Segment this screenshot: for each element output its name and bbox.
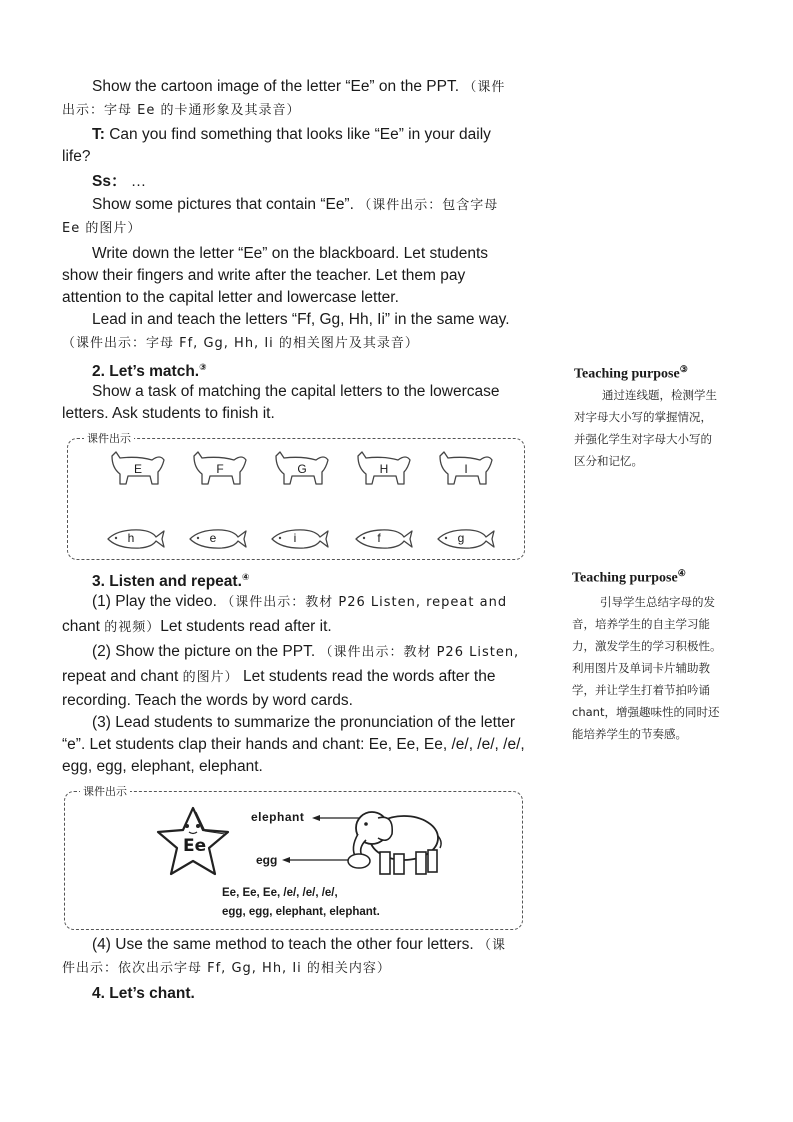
item1-line-1 — [92, 591, 507, 614]
cartoon-line-cn: 出示：字母 Ee 的卡通形象及其录音） — [62, 103, 301, 118]
write-line-1: Write down the letter “Ee” on the blackboard. Let students — [92, 245, 489, 262]
text-line: 对字母大小写的掌握情况， — [574, 410, 712, 424]
cartoon-line — [92, 76, 505, 99]
pictures-line — [92, 194, 498, 217]
text: repeat and chant — [62, 668, 183, 685]
fish-card-g[interactable] — [436, 527, 496, 551]
footnote-mark: ④ — [241, 572, 250, 582]
cn-text: （课件 — [463, 80, 506, 95]
teaching-purpose-4-body — [572, 591, 762, 745]
item2-line-3: recording. Teach the words by word cards. — [62, 692, 353, 709]
heading-listen-repeat — [92, 566, 250, 593]
text-line: 并强化学生对字母大小写的 — [574, 432, 712, 446]
item1-line-2 — [62, 616, 332, 639]
text-line: 音，培养学生的自主学习能 — [572, 617, 710, 631]
heading-text: 2. Let’s match. — [92, 363, 200, 381]
fish-card-e[interactable] — [188, 527, 248, 551]
heading-text: 3. Listen and repeat. — [92, 573, 242, 591]
text-line: 利用图片及单词卡片辅助教 — [572, 661, 710, 675]
item2-line-1 — [92, 641, 519, 664]
star-letter: Ee — [183, 836, 207, 856]
item4-line-2: 件出示：依次出示字母 Ff, Gg, Hh, Ii 的相关内容） — [62, 961, 391, 976]
cat-card-f[interactable] — [190, 450, 250, 490]
text: Let students read the words after the — [238, 668, 496, 685]
text: (2) Show the picture on the PPT. — [92, 643, 320, 660]
lead-line: Lead in and teach the letters “Ff, Gg, Hh, Ii” in the same way. — [92, 311, 510, 328]
lowercase-letter: e — [209, 531, 217, 545]
footnote-mark: ④ — [677, 568, 686, 578]
text-line: 通过连线题，检测学生 — [602, 388, 717, 402]
courseware-label: 课件出示 — [84, 430, 134, 446]
text: (1) Play the video. — [92, 593, 222, 610]
text-line: 学，并让学生打着节拍吟诵 — [572, 683, 710, 697]
item4-line-1 — [92, 934, 506, 957]
lowercase-letter: h — [127, 531, 135, 545]
students-label: Ss： — [92, 173, 127, 190]
cn-text: （课件出示：教材 P26 Listen, repeat and — [221, 595, 508, 610]
chant-line-1: Ee, Ee, Ee, /e/, /e/, /e/, — [222, 887, 338, 899]
pictures-line-cn: Ee 的图片） — [62, 221, 142, 236]
teacher-label: T: — [92, 126, 105, 143]
capital-letter: G — [297, 462, 307, 476]
write-line-2: show their fingers and write after the teacher. Let them pay — [62, 267, 466, 284]
text: Show the cartoon image of the letter “Ee” on the PPT. — [92, 78, 464, 95]
text: (4) Use the same method to teach the other four letters. — [92, 936, 478, 953]
lead-line-cn: （课件出示：字母 Ff, Gg, Hh, Ii 的相关图片及其录音） — [62, 336, 419, 351]
title-text: Teaching purpose — [574, 366, 680, 382]
cat-card-h[interactable] — [354, 450, 414, 490]
cn-text: 的图片） — [182, 670, 239, 685]
title-text: Teaching purpose — [572, 570, 678, 586]
heading-lets-match — [92, 356, 207, 383]
write-line-3: attention to the capital letter and lowercase letter. — [62, 289, 399, 306]
students-answer — [92, 171, 146, 193]
teaching-purpose-3-body — [574, 384, 754, 472]
capital-letter: F — [216, 462, 224, 476]
text-line: 力，激发学生的学习积极性。 — [572, 639, 722, 653]
text: Show some pictures that contain “Ee”. — [92, 196, 359, 213]
lowercase-letter: f — [377, 531, 381, 545]
text-line: 引导学生总结字母的发 — [600, 595, 715, 609]
text: … — [126, 173, 147, 190]
cat-card-e[interactable] — [108, 450, 168, 490]
cat-card-i[interactable] — [436, 450, 496, 490]
footnote-mark: ③ — [679, 364, 688, 374]
chant-line-2: egg, egg, elephant, elephant. — [222, 906, 380, 918]
lowercase-letter: i — [293, 531, 297, 545]
cn-text: 的视频） — [104, 620, 161, 635]
cn-text: （课件出示：包含字母 — [358, 198, 499, 213]
word-elephant: elephant — [251, 810, 305, 824]
item3-line-1: (3) Lead students to summarize the pronunciation of the letter — [92, 714, 516, 731]
teaching-purpose-4-title — [572, 568, 686, 587]
capital-letter: H — [379, 462, 389, 476]
capital-letter: I — [464, 462, 468, 476]
text-line: 区分和记忆。 — [574, 454, 643, 468]
heading-lets-chant: 4. Let’s chant. — [92, 985, 195, 1002]
capital-letter: E — [133, 462, 142, 476]
item2-line-2 — [62, 666, 495, 689]
egg-icon — [346, 852, 372, 870]
footnote-mark: ③ — [199, 362, 207, 372]
match-line-1: Show a task of matching the capital letters to the lowercase — [92, 383, 500, 400]
text-line: 能培养学生的节奏感。 — [572, 727, 687, 741]
lowercase-letter: g — [457, 531, 465, 545]
item3-line-2: “e”. Let students clap their hands and chant: Ee, Ee, Ee, /e/, /e/, /e/, — [62, 736, 525, 753]
text: Let students read after it. — [160, 618, 332, 635]
word-egg: egg — [256, 853, 278, 867]
text: chant — [62, 618, 105, 635]
cn-text: （课 — [477, 938, 506, 953]
match-line-2: letters. Ask students to finish it. — [62, 405, 275, 422]
fish-card-h[interactable] — [106, 527, 166, 551]
cn-text: （课件出示：教材 P26 Listen, — [319, 645, 520, 660]
cat-card-g[interactable] — [272, 450, 332, 490]
teacher-question — [92, 124, 491, 146]
item3-line-3: egg, egg, elephant, elephant. — [62, 758, 263, 775]
fish-card-i[interactable] — [270, 527, 330, 551]
teacher-question-cont: life? — [62, 148, 91, 165]
text-line: chant，增强趣味性的同时还 — [572, 705, 720, 719]
courseware-label: 课件出示 — [80, 783, 130, 799]
teaching-purpose-3-title — [574, 364, 688, 383]
text: Can you find something that looks like “Ee” in your daily — [104, 126, 491, 143]
fish-card-f[interactable] — [354, 527, 414, 551]
